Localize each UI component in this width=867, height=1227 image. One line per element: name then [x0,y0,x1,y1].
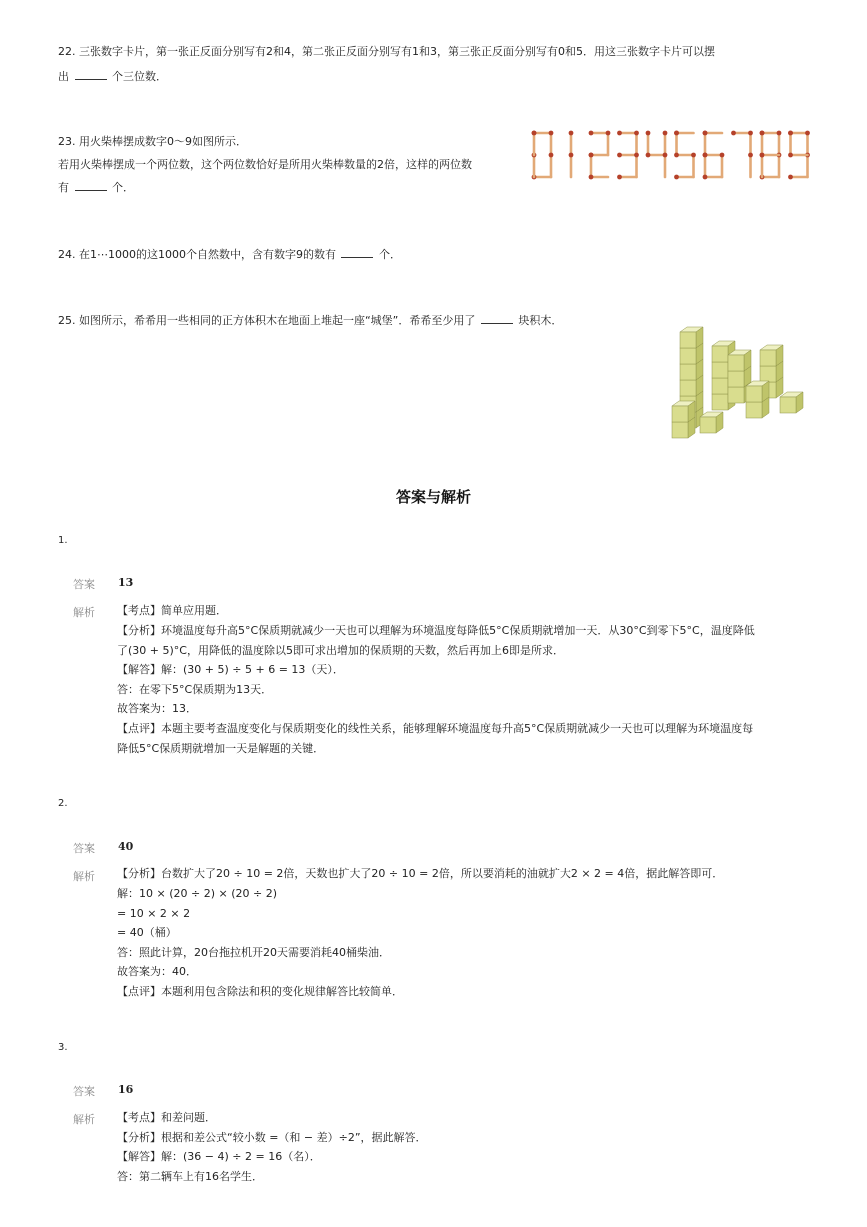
matchstick-head [788,131,793,136]
matchstick-head [703,153,708,158]
analysis-line: 故答案为：40． [117,965,197,978]
q25-text-a: 25. 如图所示，希希用一些相同的正方体积木在地面上堆起一座“城堡”．希希至少用了 [58,314,476,327]
q22-text-a: 出 [58,70,69,83]
matchstick-head [788,175,793,180]
answer-value: 16 [118,1083,134,1096]
q25-text-b: 块积木． [518,314,563,327]
answer-number: 3. [58,1042,68,1053]
matchstick-head [532,131,537,136]
answer-value: 40 [118,840,134,853]
answer-value: 13 [118,576,134,589]
answer-label: 答案 [73,578,95,591]
cube [680,327,703,348]
analysis-label: 解析 [73,606,95,619]
matchstick-head [589,175,594,180]
matchstick-head [663,131,668,136]
matchstick-head [589,131,594,136]
matchstick-digits-figure [530,128,815,186]
matchstick-head [805,131,810,136]
matchstick-head [691,153,696,158]
analysis-line: 答：在零下5°C保质期为13天． [117,683,273,696]
q25-line1 [58,311,562,331]
analysis-line: 【考点】简单应用题． [117,604,227,617]
cube [760,345,783,366]
analysis-line: 降低5°C保质期就增加一天是解题的关键． [117,742,325,755]
answer-blank[interactable] [75,178,107,191]
matchstick-head [617,175,622,180]
matchstick-head [617,153,622,158]
answer-blank[interactable] [75,67,107,80]
analysis-line: 答：照此计算，20台拖拉机开20天需要消耗40桶柴油． [117,946,390,959]
q23-line1: 23. 用火柴棒摆成数字0～9如图所示． [58,135,247,148]
q24-text-a: 24. 在1⋯1000的这1000个自然数中，含有数字9的数有 [58,248,336,261]
analysis-line: 【分析】台数扩大了20 ÷ 10 = 2倍，天数也扩大了20 ÷ 10 = 2倍，所以要消耗的油就扩大2 × 2 = 4倍，据此解答即可． [117,867,724,880]
analysis-line: 故答案为：13． [117,702,197,715]
answer-number: 2. [58,798,68,809]
analysis-line: 【点评】本题利用包含除法和积的变化规律解答比较简单． [117,985,403,998]
matchstick-head [674,153,679,158]
analysis-line: = 10 × 2 × 2 [117,907,191,920]
matchstick-head [589,153,594,158]
matchstick-head [788,153,793,158]
answers-section-title: 答案与解析 [395,488,471,506]
analysis-line: 解：10 × (20 ÷ 2) × (20 ÷ 2) [117,887,277,900]
matchstick-head [549,153,554,158]
q24-line1 [58,245,401,265]
matchstick-head [617,131,622,136]
answer-label: 答案 [73,1085,95,1098]
answer-number: 1. [58,535,68,546]
q23-text-b: 个． [112,181,134,194]
answer-blank[interactable] [481,311,513,324]
cube [700,412,723,433]
matchstick-head [674,131,679,136]
matchstick-head [606,131,611,136]
analysis-line: 【分析】环境温度每升高5°C保质期就减少一天也可以理解为环境温度每降低5°C保质期就增加一天．从30°C到零下5°C，温度降低 [117,624,755,637]
matchstick-head [646,153,651,158]
analysis-line: 【考点】和差问题． [117,1111,216,1124]
cube-castle-figure [660,312,810,442]
analysis-line: 【分析】根据和差公式“较小数 =（和 − 差）÷2”，据此解答． [117,1131,427,1144]
analysis-label: 解析 [73,870,95,883]
matchstick-head [703,175,708,180]
q23-text-a: 有 [58,181,69,194]
matchstick-head [748,131,753,136]
analysis-line: 【点评】本题主要考查温度变化与保质期变化的线性关系，能够理解环境温度每升高5°C保质期就减少一天也可以理解为环境温度每 [117,722,754,735]
matchstick-head [663,153,668,158]
cube [728,350,751,371]
matchstick-head [720,153,725,158]
q22-line2 [58,67,167,87]
matchstick-head [569,131,574,136]
matchstick-head [777,131,782,136]
q22-text-b: 个三位数． [112,70,167,83]
answer-blank[interactable] [341,245,373,258]
q24-text-b: 个． [378,248,401,261]
matchstick-head [703,131,708,136]
matchstick-head [634,153,639,158]
matchstick-head [549,131,554,136]
q23-line3 [58,178,134,198]
matchstick-head [569,153,574,158]
matchstick-head [731,131,736,136]
cube [672,401,695,422]
matchstick-head [634,131,639,136]
analysis-label: 解析 [73,1113,95,1126]
analysis-line: 【解答】解：(36 − 4) ÷ 2 = 16（名）． [117,1150,321,1163]
answer-label: 答案 [73,842,95,855]
analysis-line: 答：第二辆车上有16名学生． [117,1170,263,1183]
matchstick-head [748,153,753,158]
analysis-line: 了(30 + 5)°C，用降低的温度除以5即可求出增加的保质期的天数，然后再加上6即是所求． [117,644,564,657]
matchstick-head [646,131,651,136]
matchstick-head [674,175,679,180]
analysis-line: 【解答】解：(30 + 5) ÷ 5 + 6 = 13（天）． [117,663,344,676]
analysis-line: = 40（桶） [117,926,177,939]
q22-line1: 22. 三张数字卡片，第一张正反面分别写有2和4，第二张正反面分别写有1和3，第三张正反面分别写有0和5．用这三张数字卡片可以摆 [58,45,715,58]
cube [780,392,803,413]
q23-line2: 若用火柴棒摆成一个两位数，这个两位数恰好是所用火柴棒数量的2倍，这样的两位数 [58,158,472,171]
cube [746,381,769,402]
matchstick-head [760,131,765,136]
matchstick-head [760,153,765,158]
